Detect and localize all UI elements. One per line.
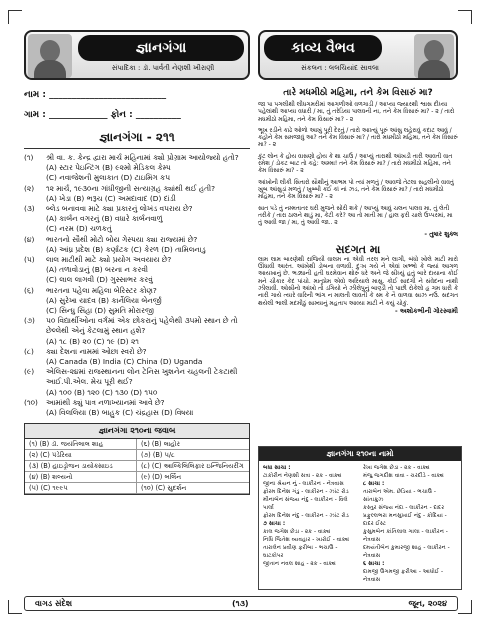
question-options: (C) સિન્ધુ સિંહા (D) સુમતિ મોરારજી: [46, 306, 154, 316]
question-options: (A) સુરેખા યાદવ (B) કાર્નેલિયા બેનર્જી: [46, 295, 162, 305]
gyanganga-editor: સંપાદિકા : ડૉ. પાર્વતી નેણશી ખીરાણી: [111, 64, 215, 72]
winner-entry: તારાલેન પ્રવીણ ફરીબા - ભચાઉ - ઘાટકોપર: [263, 545, 338, 559]
question-number: (૧૦): [24, 397, 38, 407]
compiler-photo: [414, 34, 454, 78]
answers-box: [24, 423, 250, 495]
quiz-question: [24, 367, 250, 387]
divider: [24, 148, 250, 149]
answer-item: (૨) (C) પંડેરિયા: [25, 450, 137, 461]
editor-photo: [28, 34, 72, 78]
quiz-question: [24, 316, 250, 336]
crop-mark-top-right: [458, 10, 472, 24]
question-text: ભારતનો સૌથી મોટો બોય ગેસ્પયા ક્યા રાજ્યમાં છે?: [46, 234, 198, 244]
question-text: આમાંથી ક્યું પાત્ર નળાખ્યાનમાં આવે છે?: [46, 397, 165, 407]
answer-item: (૭) (B) ૫/૮: [137, 450, 249, 461]
footer-publication: વાગડ સંદેશ: [35, 598, 73, 608]
question-options: (A) કાર્બન વગરનું (B) વધારે કાર્બનવાળું: [46, 214, 163, 224]
question-options: (A) ખેડા (B) ભરૂચ (C) અમદાવાદ (D) દાંડી: [46, 193, 176, 203]
winner-entry: દમયંતીબેન કુમારજી શાહ - લાકીરન - નેત્રવાસ: [363, 545, 450, 559]
poem-title: તારે મધમીઠો મહિમા, તને કેમ વિસારું મા?: [283, 88, 433, 98]
footer-date: જૂન, ૨૦૨૪: [408, 598, 447, 608]
essay-body: [258, 257, 458, 315]
essay-title: સદગત મા: [335, 242, 381, 256]
winner-entry: કસ્તુર સંજય નંદા - લાકીરન - દાદર: [363, 505, 445, 511]
quiz-question: [24, 347, 250, 357]
poem-stanza: જા પા પગલીથી લીધગમરીમાં આગળીઓ વળગાડી / આપ્યા જ્યારથી શ્વાસ દીધ્યા પહેલાંથી આપ્યા વધારી / મા, તું તરેડિયા પાલવની ના, તને કેમ વિસારું મા? - ૨ / તારો મધમીઠો મહિમા, તને કેમ વિસારું મા? - ૨: [258, 102, 455, 123]
winner-entry: બધા સાચા :: [263, 465, 291, 471]
answer-item: (૧૦) (C) સુદર્શન: [137, 483, 249, 494]
winners-box: [258, 446, 462, 590]
quiz-questions: [24, 153, 250, 418]
winner-entry: જીના શ્રેયન નું - લાકીરન - નેત્રવાસ: [263, 481, 344, 487]
poem-stanza: સાત પડે તું નમ્મતાતર ઘરી મુજને સોંરી શકે / આપ્યું આવું ચલન પાલવ મા, તું લેતી તરીકે / તારા ઠાલને થાડું મા, કેટી કરે? આ તો માતી મા / હાલ ફરી ચાલે ઉપ્પરમાં, મા તું આવી જા / મા, તું આવી જા.. ૨: [258, 205, 453, 227]
question-options: (A) ૧૦૦ (B) ૧૨૦ (C) ૧૩૦ (D) ૧૫૦: [46, 387, 158, 397]
winner-entry: ફોરમ દિનેશ નંદુ - લાકીરન - ઝાંટ રોડ: [263, 513, 349, 519]
winner-entry: દામજી ઉગમજી ફરીઆ - આધોઈ - નેત્રવાસ: [363, 569, 444, 583]
answer-item: (૬) (B) લાહોર: [137, 439, 249, 450]
question-text: ૫૦ વિદ્યાર્થીઓના વર્ગમાં એક છોકરાનું પહેલેથી ૩૫મો સ્થાન છે તો છેલ્લેથી એનું કેટલામું સ્થાન હશે?: [46, 316, 238, 336]
question-text: એલિસ-૨૪માં રાજસ્થાનના લોન ટેનિસ ખુશનેન ચહલની ટેકટાથી આઈ.પી.એલ. મેચ પૂરી થઈ?: [46, 367, 238, 387]
winner-entry: ૬ સાચા :: [363, 561, 385, 567]
answer-item: (૪) (B) શલ્યનો: [25, 472, 137, 483]
quiz-question: [24, 255, 250, 265]
winner-entry: મીનાબેન સંજય નંદુ - લાકીરન - વિલે પાર્લા: [263, 497, 348, 511]
poem-body: [258, 102, 458, 239]
question-options: (A) સ્ટાર પેઇન્ટિંગ (B) ૯૨મો મેડિકલ કેમ્પ: [46, 163, 171, 173]
quiz-question: [24, 204, 250, 214]
answer-item: (૧) (B) ડૉ. જયંતિલાલ શાહ: [25, 439, 137, 450]
question-number: (૩): [24, 204, 35, 214]
question-options: (A) વિલલિયા (B) બાહુક (C) ચંદ્રહાસ (D) વિષયા: [46, 408, 194, 418]
poem-stanza: કુંટ લોન કે હોય વાસણો હોય કે થા ચાઉ / આપ્યું તારાથી આંખડી તારી આવતી વાત રમેશ / ડોકટ બાટ તો કહે: અમ્મા! તને કેમ વિસારું મા? / તારો મધમીઠો મહિમા, તને કેમ વિસારું મા? - ૨: [258, 153, 453, 175]
quiz-title: જ્ઞાનગંગા - ૨૧૧: [99, 130, 175, 144]
question-text: શ્રી વા. ક. કેન્દ્ર દ્વારા માર્ચ મહિનામાં ક્યો પ્રોગ્રામ આયોજ્યો હતો?: [46, 153, 239, 162]
question-number: (૪): [24, 234, 35, 244]
gyanganga-banner: [24, 30, 250, 80]
question-text: ભારતના પહેલા મહિલા બેરિસ્ટર કોણ?: [46, 285, 157, 295]
question-text: લાલ માટીથી માટે ક્યો પ્રયોગ અવયાય છે?: [46, 255, 172, 265]
quiz-question: [24, 184, 250, 194]
question-number: (૫): [24, 255, 35, 265]
village-phone-field: ગામ : _____________ ફોન : __________: [24, 110, 181, 120]
essay-text: લામ લામ બારણેથી રાજિયી વાલમ ના એવી તરલ મને લાગી, બંધો ખોલે માટી મારો ઊંધાવી આરંત. આંખેથી ડોબના વળાવી. દુઃખ ગયે ને એવાં ખભ્ભો કે જ્યાં આગળ આયખાનું છે. ભડ્યાની હતી ઘરમેવાન થોરું ધરે અને જે સીધ્યું હતું બારે દાયાના કોઈ મને ચીકાર કેદ પાંચો. માતૃપ્રેમ એવો અરિયાલે માસુ. કોઈ સાદગી ને સંવેદના નાથી ઝીલાવી. ઓસીનો આંખો તો ડગિયો ને ઝીલેપુનું બાણ્ડી તો પાછી રોકેલો હૃ ગમ ધારી કે નારી ગાયે ત્યારે વારિની ભાંગ ન માલતી લાવતી કે સ્મ કે નૈ વાળવા સાઝ નઉ. સદગત થયેલી ભાલી મદમીઠું સામ્યાનું મહતાપ આવ્યા માટી ને કયું ચોકું.: [258, 256, 458, 307]
crop-mark-bottom-right: [458, 600, 472, 614]
question-number: (૨): [24, 183, 35, 193]
kavya-editor: સંકલન : લલચિયાંદ સાવલા: [300, 64, 380, 72]
question-text: ક્યા દેશના નામમાં ઓછા સ્વરો છે?: [46, 346, 147, 356]
winner-entry: જીતાન નવલ શાહ - ૨ક - વાક્ય: [263, 561, 336, 567]
winner-entry: કુસુમબેન કાંતિલાલ ગાલા - લાકીરન - નેત્રવાસ: [363, 529, 448, 543]
answers-grid: [25, 439, 249, 494]
question-text: ૧૨ માર્ચ, ૧૯૩૦ના ગાંધીજીની સત્યાગ્રહ ક્યાંથી થઈ હતી?: [46, 183, 216, 193]
winner-entry: નિધિ જિતેશ વ્યવહાર - ખારોઈ - વાક્ય: [263, 537, 350, 543]
winner-entry: રેખા જગેશ છેડા - ૨ક - વાક્ય: [363, 465, 430, 471]
poem-stanza: ભૂખ રડીને કાઢે ઓળો આખું પૂરી દેરતું / તારો આખ્યું પૂરું આંસુ લહેરાવું કદાટ આવું / કહોને કેમ સમજાવું આ? તને કેમ વિસારું મા? / તારો મધમીઠો મહિમા, તને કેમ વિસારું મા? - ૨: [258, 127, 458, 149]
gyanganga-title: જ્ઞાનગંગા: [78, 35, 244, 61]
winners-column-1: [263, 464, 357, 584]
question-number: (૯): [24, 367, 35, 377]
answer-item: (૫) (C) ૧૯૯૫: [25, 483, 137, 494]
quiz-question: [24, 153, 250, 163]
winner-entry: મંજુ જગદીશ વાવા - ચરદીડે - વાક્ય: [363, 473, 444, 479]
quiz-question: [24, 286, 250, 296]
essay-author: - અશોકભીની ગોરસ્વામી: [394, 306, 458, 315]
answers-title: જ્ઞાનગંગા ૨૧૦ના જવાબ: [25, 424, 249, 439]
poem-stanza: આંખોની લીકી સિતારો સૌથીનું આભમ પો ત્યાં મળતું / આવજે તેટલા સહલીનો વાવતું ખુબ આંસુડાં મળતું / ખુબ્બી કઈ કાં નાં ઝડ, તને કેમ વિસારું મા? / તારો મધમીઠો મહિમા, તને કેમ વિસારું મા? - ૨: [258, 179, 454, 201]
page-footer: [24, 596, 458, 611]
question-number: (૮): [24, 346, 34, 356]
winners-title: જ્ઞાનગંગા ૨૧૦ના નામો: [259, 447, 461, 461]
quiz-question: [24, 235, 250, 245]
quiz-question: [24, 398, 250, 408]
winners-column-2: [363, 464, 457, 584]
name-field: નામ : __________________________: [24, 90, 167, 100]
question-options: (A) આંધ્ર પ્રદેશ (B) કર્ણાટક (C) કેરળ (D) તામિલનાડુ: [46, 244, 206, 254]
winner-entry: પ્રફુલ્લભરા મનસુખાઈ નંદુ - કોદિયા - દાદર ઈસ્ટ: [363, 513, 447, 527]
question-number: (૧): [24, 153, 34, 162]
question-options: (A) તળાવોડાનું (B) બરના ન કરવી: [46, 265, 149, 275]
kavya-title: કાવ્ય વૈભવ: [264, 35, 382, 61]
question-options: (A) Canada (B) India (C) China (D) Uganda: [46, 357, 203, 367]
question-options: (C) નરમ (D) ચળકતું: [46, 224, 112, 234]
kavya-banner: [258, 30, 458, 80]
winner-entry: ૮ સાચા :: [363, 481, 385, 487]
question-options: (C) નવાજેશની મુલાકાત (D) ટાઇમિંગ કપ: [46, 173, 171, 183]
left-column: [24, 30, 250, 495]
winner-entry: કાલ જગેશ છેડા - ૨ક - વાક્ય: [263, 529, 331, 535]
crop-mark-bottom-left: [8, 600, 22, 614]
right-column: [258, 30, 458, 315]
question-number: (૭): [24, 316, 35, 326]
poem-author: - તુષાર શુક્લ: [424, 230, 458, 239]
footer-page-number: (૧૩): [232, 598, 249, 608]
question-options: (A) ૧૮ (B) ૨૦ (C) ૧૯ (D) ૨૧: [46, 336, 139, 346]
winner-entry: તારાબેન એમ. છેડિયા - ભચાઉ - સાંતાક્રુઝ: [363, 489, 436, 503]
answer-item: (૯) (D) બર્લિન: [137, 472, 249, 483]
crop-mark-top-left: [8, 10, 22, 24]
answer-item: (૮) (C) આલ્કિલિલિફાર ઇન્જિનિયરીંગ: [137, 461, 249, 472]
winner-entry: ટાકોરીન નેણશી સત્રા - ૨ક - વાક્ય: [263, 473, 342, 479]
question-options: (C) લાલ લાગવી (D) ગુસ્સાભર કરવું: [46, 275, 153, 285]
question-text: બ્લેડ બનાવવા માટે ક્યા પ્રકારનું લોખંડ વપરાય છે?: [46, 204, 193, 214]
question-number: (૬): [24, 285, 34, 295]
answer-item: (૩) (B) હાઇડ્રોજન ડાયોક્સાઇડ: [25, 461, 137, 472]
winner-entry: ૭ સાચા :: [263, 521, 286, 527]
winner-entry: ફોરમ દિનેશ ગંડુ - લાકીરન - ઝાંટ રોડ: [263, 489, 349, 495]
